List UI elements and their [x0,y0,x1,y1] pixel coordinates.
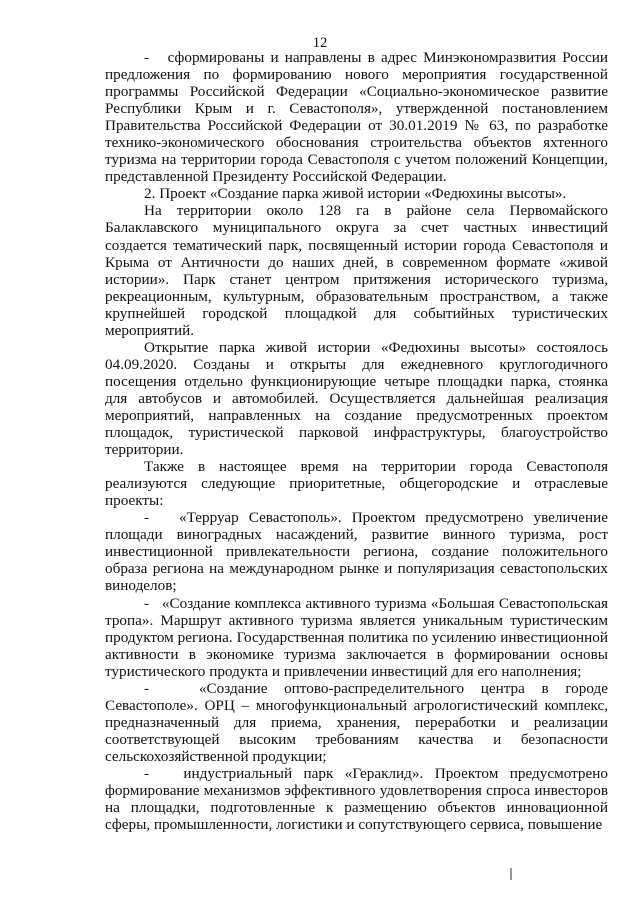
paragraph-bullet-terroir: - «Терруар Севастополь». Проектом предусмотрено увеличение площади виноградных насаждений, развитие винного туризма, рост инвестиционной привлекательности региона, создание положительного образа региона на международном рынке и популяризация севастопольских виноделов; [105,509,608,595]
page-number: 12 [312,35,328,51]
paragraph-projects-intro: Также в настоящее время на территории города Севастополя реализуются следующие приоритетные, общегородские и отраслевые проекты: [105,458,608,510]
paragraph-project-2-heading: 2. Проект «Создание парка живой истории «Федюхины высоты». [144,185,567,203]
paragraph-park-opening: Открытие парка живой истории «Федюхины высоты» состоялось 04.09.2020. Созданы и открыты для ежедневного круглогодичного посещения отдельно функционирующие четыре площадки парка, стоянка для автобусов и автомобилей. Осуществляется дальнейшая реализация мероприятий, направленных на создание предусмотренных проектом площадок, туристической парковой инфраструктуры, благоустройство территории. [105,338,608,459]
paragraph-bullet-distribution-center: - «Создание оптово-распределительного центра в городе Севастополе». ОРЦ – многофункциональный агрологистический комплекс, предназначенный для приема, хранения, переработки и реализации соответствующей высоким требованиям качества и безопасности сельскохозяйственной продукции; [105,679,608,765]
paragraph-bullet-industrial-park: - индустриальный парк «Гераклид». Проектом предусмотрено формирование механизмов эффективного удовлетворения спроса инвесторов на площадки, подготовленные к размещению объектов инновационной сферы, промышленности, логистики и сопутствующего сервиса, повышение [105,764,608,834]
scan-artifact-mark [510,868,512,880]
paragraph-park-description: На территории около 128 га в районе села Первомайского Балаклавского муниципального округа за счет частных инвестиций создается тематический парк, посвященный истории города Севастополя и Крыма от Античности до наших дней, в современном формате «живой истории». Парк станет центром притяжения исторического туризма, рекреационным, культурным, образовательным пространством, а также крупнейшей городской площадкой для событийных туристических мероприятий. [105,202,608,339]
paragraph-bullet-proposals: - сформированы и направлены в адрес Минэкономразвития России предложения по формированию нового мероприятия государственной программы Российской Федерации «Социально-экономическое развитие Республики Крым и г. Севастополя», утвержденной постановлением Правительства Российской Федерации от 30.01.2019 № 63, по разработке технико-экономического обоснования строительства объектов яхтенного туризма на территории города Севастополя с учетом положений Концепции, представленной Президенту Российской Федерации. [105,49,608,186]
document-body [105,49,608,833]
paragraph-bullet-trail: - «Создание комплекса активного туризма «Большая Севастопольская тропа». Маршрут активного туризма является уникальным туристическим продуктом региона. Государственная политика по усилению инвестиционной активности в экономике туризма заключается в формировании основы туристического продукта и привлечении инвестиций для его наполнения; [105,594,608,680]
